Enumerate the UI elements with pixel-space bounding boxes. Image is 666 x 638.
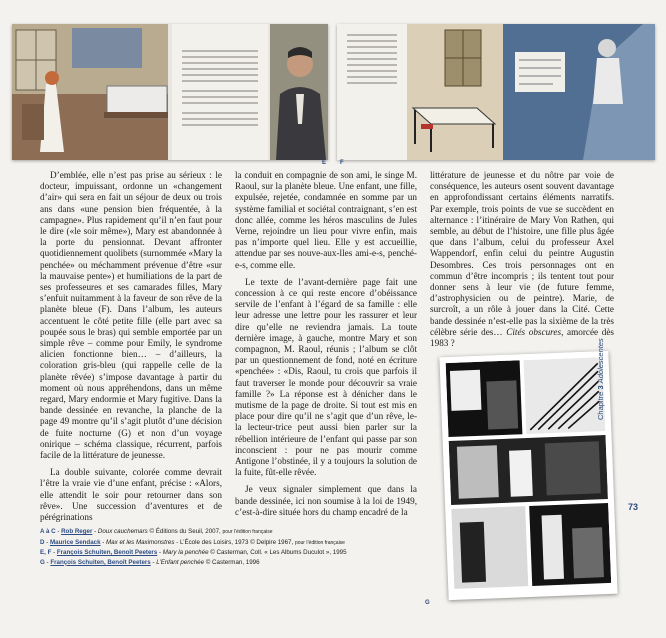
- image-credits: [40, 527, 347, 567]
- paragraph: La double suivante, colorée comme devrait l’être la vraie vie d’une enfant, précise : «Alors, elle attendit le soir pour retourner dans son rêve». Une succession d’aventures et de pérégrinations: [40, 467, 222, 523]
- paragraph: Je veux signaler simplement que dans la bande dessinée, ici non soumise à la loi de 1949, c’est-à-dire située hors du champ encadré de la: [235, 484, 417, 517]
- illustration-bed: [407, 24, 503, 160]
- text-column-1: [40, 170, 222, 529]
- credit-line: A à C - Rob Reger - Doux cauchemars © Éditions du Seuil, 2007, pour l’édition française: [40, 528, 273, 535]
- credit-line: E, F - François Schuiten, Benoît Peeters - Mary la penchée © Casterman, Coll. « Les Albums Duculot », 1995: [40, 549, 347, 557]
- paragraph: la conduit en compagnie de son ami, le singe M. Raoul, sur la planète bleue. Une enfant, une fille, expulsée, rejetée, condamnée en somme par un système familial et sociétal contraignant, s’en est donc allée, comme les héros masculins de Jules Verne, rejoindre un lieu pour vivre enfin, mais pas n’importe quel lieu. Elle y est accueillie, attendue par ses nouve-aux-lles ami-e-s, penché-e-s, comme elle.: [235, 170, 417, 270]
- credit-line: D - Maurice Sendack - Max et les Maximonstres - L’École des Loisirs, 1973 © Delpire 1967, pour l’édition française: [40, 538, 345, 546]
- illustration-doctor: [270, 24, 328, 160]
- comic-page-g: [439, 351, 617, 600]
- text-column-2: [235, 170, 417, 524]
- spread-illustration-f: [337, 24, 655, 160]
- chapter-label: Chapitre 3 Adolescentes: [596, 338, 605, 420]
- text-page-e: [172, 24, 268, 160]
- illustration-blue-planet: [503, 24, 655, 160]
- figure-label-e: E: [322, 160, 327, 166]
- paragraph: littérature de jeunesse et du nôtre par voie de conséquence, les auteurs osent souvent davantage en approfondissant certains éléments narratifs. Par exemple, trois points de vue se succèdent en alternance : l’itinéraire de Mary Von Rathen, qui semble, au début de l’histoire, une fille plus âgée que dans l’album, celui du professeur Axel Wappendorf, enfin celui du peintre Augustin Desombres. Ces trois personnages ont en commun d’être incompris ; ils tentent tout pour donner sens à leur vie (de future femme, d’astrophysicien ou de peintre). Marie, de surcroît, a un rôle à jouer dans la Cité. Cette bande dessinée n’est-elle pas la sixième de la très célèbre série des… Cités obscures, amorcée dès 1983 ?: [430, 170, 615, 349]
- figure-label-f: F: [340, 160, 344, 166]
- text-column-3: [430, 170, 614, 355]
- paragraph: D’emblée, elle n’est pas prise au sérieux : le docteur, impuissant, ordonne un «changement d’air» qui sera en fait un séjour de deux ou trois ans dans «une pension bien fréquentée, à la campagne». Plus rapidement qu’il n’en faut pour le dire («le soir même»), Mary est abandonnée à la porte du pensionnat. Devant affronter quotidiennement quolibets (surnommée «Mary la penchée» ou méchamment prévenue d’être «sur la mauvaise pente») et humiliations de la part de ses professeures et ses camarades filles, Mary s’enfuit nuitamment à la faveur de son rêve de la planète bleue (F). Dans l’album, les auteurs accentuent le côté petite fille (elle part avec sa poupée sous le bras) qui semble emportée par un simple rêve – comme pour Emily, le syndrome alicien fonctionne bien… – d’ailleurs, la coloration gris-bleu (qui rappelle celle de la planète rêvée) s’impose davantage à partir du moment où nous appréhendons, dans un même regard, Mary endormie et Mary fugitive. Dans la bande dessinée en revanche, la planche de la page 49 montre qu’il s’agit plutôt d’une décision de fuite nocturne (G) et non d’un voyage onirique – schéma classique, récurrent, parfois facile de la littérature de jeunesse.: [40, 170, 222, 461]
- figure-label-g: G: [425, 600, 430, 606]
- credit-line: G - François Schuiten, Benoît Peeters - L’Enfant penchée © Casterman, 1996: [40, 558, 260, 566]
- spread-illustration-e: [12, 24, 328, 160]
- illustration-bedroom: [12, 24, 168, 160]
- text-page-f: [337, 24, 407, 160]
- paragraph: Le texte de l’avant-dernière page fait une concession à ce qui reste encore d’obéissance servile de l’enfant à l’égard de sa famille : elle leur adresse une lettre pour les rassurer et leur dire qu’elle ne reviendra jamais. La toute dernière image, à gauche, montre Mary et son compagnon, M. Raoul, réunis ; l’album se clôt par un questionnement de fond, noté en écriture «penchée» : «Dis, Raoul, tu crois que parfois il faut traverser le monde pour découvrir sa vraie famille ?» La réponse est à dénicher dans le mutisme de la page de droite. Si tout est mis en place pour dire qu’il ne s’agit que d’un rêve, le-la lecteur-trice peut aussi bien parler sur la rébellion intérieure de l’enfant qui passe par son inconscient : pour ne pas mourir comme Antigone l’obstinée, il y a toujours la solution de la fuite, fût-elle rêvée.: [235, 276, 417, 478]
- page-number: 73: [628, 502, 639, 512]
